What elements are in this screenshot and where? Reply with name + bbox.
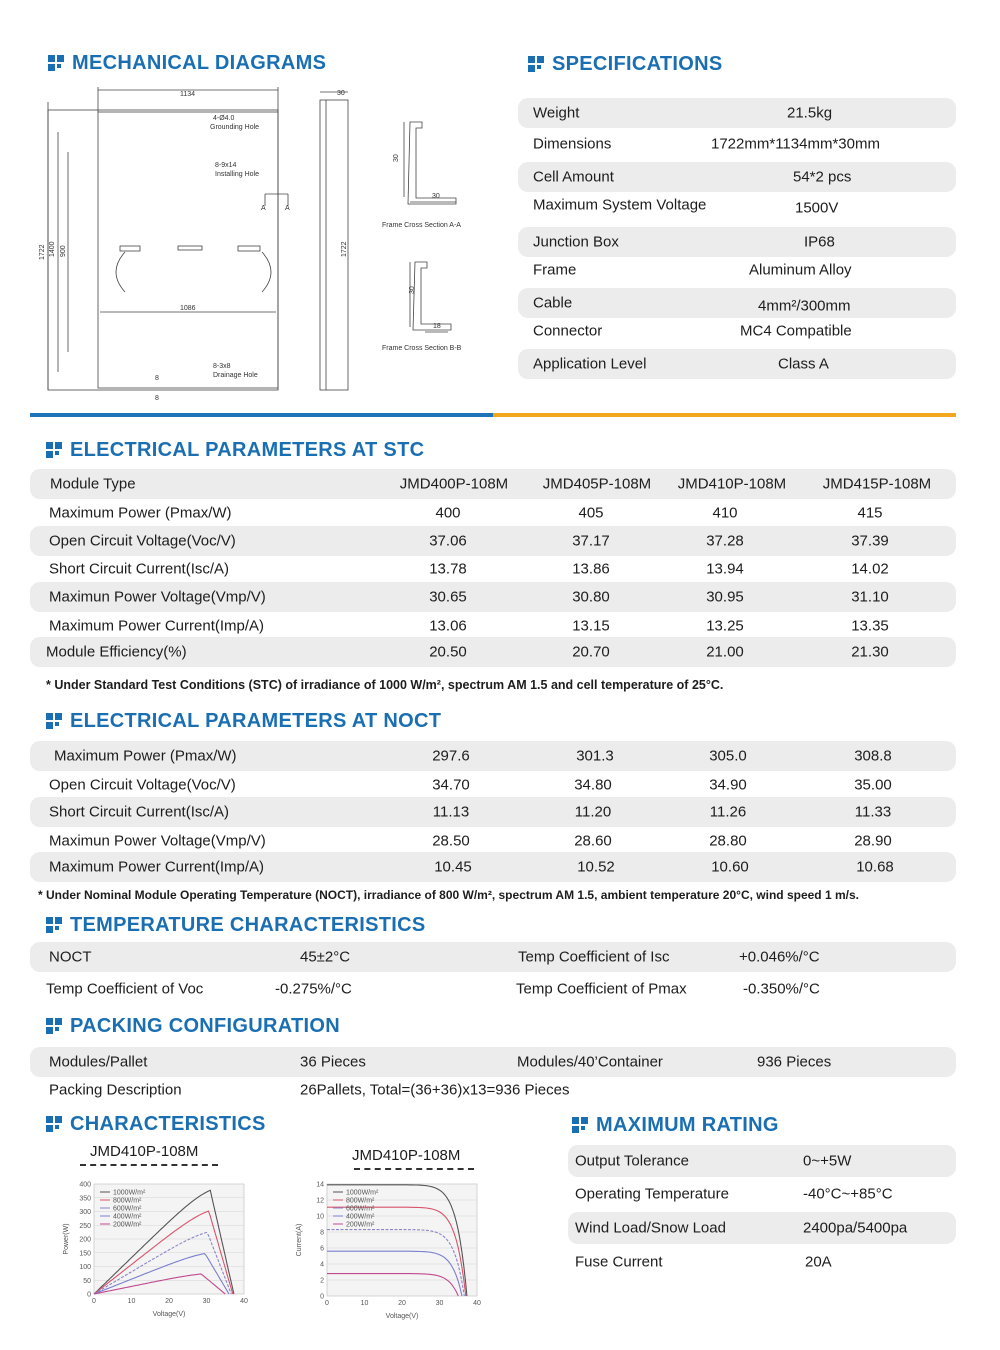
svg-text:8: 8 [155, 375, 159, 382]
spec-row: Frame Aluminum Alloy [533, 261, 852, 279]
y-tick-label: 50 [83, 1277, 91, 1285]
x-tick-label: 20 [398, 1300, 406, 1307]
legend-entry: 600W/m² [346, 1205, 375, 1213]
y-tick-label: 300 [79, 1209, 91, 1216]
svg-text:1134: 1134 [180, 91, 196, 98]
y-tick-label: 12 [316, 1197, 324, 1205]
svg-text:30: 30 [337, 90, 345, 97]
mechanical-drawing [30, 82, 500, 407]
power-voltage-chart [42, 1172, 262, 1322]
x-tick-label: 30 [202, 1298, 211, 1305]
legend-entry: 600W/m² [113, 1205, 142, 1213]
y-tick-label: 150 [79, 1250, 91, 1258]
spec-row: Connector MC4 Compatible [533, 322, 852, 340]
squares-icon [528, 56, 546, 74]
legend-entry: 800W/m² [113, 1197, 142, 1205]
y-tick-label: 8 [320, 1229, 324, 1237]
y-axis-label: Power(W) [63, 1223, 70, 1255]
y-tick-label: 14 [316, 1181, 324, 1189]
current-chart-title-rule [354, 1168, 474, 1170]
squares-icon [46, 917, 64, 935]
noct-heading: ELECTRICAL PARAMETERS AT NOCT [46, 710, 441, 733]
squares-icon [572, 1117, 590, 1135]
legend-entry: 1000W/m² [113, 1189, 146, 1197]
max-rating-row: Fuse Current 20A [575, 1253, 832, 1271]
noct-row: Short Circuit Current(Isc/A) 11.13 11.20 11.26 11.33 [30, 797, 956, 827]
legend-entry: 400W/m² [113, 1213, 142, 1221]
squares-icon [46, 1018, 64, 1036]
svg-text:1722: 1722 [39, 244, 46, 260]
y-tick-label: 400 [79, 1181, 91, 1189]
stc-row: Open Circuit Voltage(Voc/V) 37.06 37.17 37.28 37.39 [30, 526, 956, 556]
specifications-heading: SPECIFICATIONS [528, 53, 723, 76]
squares-icon [46, 713, 64, 731]
spec-row: Cell Amount 54*2 pcs [518, 162, 956, 192]
power-chart-title: JMD410P-108M [90, 1143, 199, 1160]
x-tick-label: 20 [165, 1298, 173, 1305]
stc-row: Maximum Power (Pmax/W) 400 405 410 415 [49, 504, 883, 522]
y-tick-label: 10 [316, 1213, 324, 1221]
x-tick-label: 30 [435, 1300, 444, 1307]
x-tick-label: 0 [92, 1298, 96, 1305]
y-tick-label: 100 [79, 1264, 91, 1271]
x-tick-label: 0 [325, 1300, 329, 1307]
x-tick-label: 10 [127, 1298, 136, 1305]
temp-row: NOCT 45±2°C Temp Coefficient of Isc +0.046%/°C [30, 942, 956, 972]
y-tick-label: 0 [87, 1291, 91, 1299]
y-tick-label: 200 [79, 1236, 91, 1244]
packing-row: Packing Description 26Pallets, Total=(36+36)x13=936 Pieces [49, 1081, 570, 1099]
svg-text:Drainage Hole: Drainage Hole [213, 372, 258, 379]
spec-row: Junction Box IP68 [518, 227, 956, 257]
spec-row: Weight 21.5kg [518, 98, 956, 128]
power-chart-title-rule [80, 1164, 218, 1166]
max-rating-row: Wind Load/Snow Load 2400pa/5400pa [568, 1212, 956, 1244]
svg-text:30: 30 [409, 286, 416, 294]
y-tick-label: 350 [79, 1195, 91, 1203]
y-tick-label: 250 [79, 1222, 91, 1230]
svg-text:Frame Cross Section B-B: Frame Cross Section B-B [382, 345, 462, 352]
x-axis-label: Voltage(V) [385, 1313, 419, 1320]
svg-text:A: A [285, 205, 290, 212]
svg-text:1400: 1400 [49, 241, 56, 257]
x-tick-label: 40 [240, 1298, 248, 1305]
legend-entry: 200W/m² [346, 1221, 375, 1229]
squares-icon [46, 1116, 64, 1134]
y-tick-label: 6 [320, 1245, 324, 1253]
noct-note: * Under Nominal Module Operating Temperature (NOCT), irradiance of 800 W/m², spectrum AM 1.5, ambient temperature 20°C, wind speed 1 m/s. [38, 888, 859, 902]
stc-note: * Under Standard Test Conditions (STC) of irradiance of 1000 W/m², spectrum AM 1.5 and cell temperature of 25°C. [46, 678, 724, 692]
max-rating-row: Output Tolerance 0~+5W [568, 1145, 956, 1177]
svg-text:1722: 1722 [341, 241, 348, 257]
x-tick-label: 10 [360, 1300, 369, 1307]
legend-entry: 400W/m² [346, 1213, 375, 1221]
noct-row: Maximun Power Voltage(Vmp/V) 28.50 28.60 28.80 28.90 [49, 832, 892, 850]
svg-text:8-3x8: 8-3x8 [213, 363, 231, 370]
svg-text:Installing Hole: Installing Hole [215, 171, 259, 178]
spec-row: Maximum System Voltage 1500V [533, 196, 839, 217]
spec-row: Application Level Class A [518, 349, 956, 379]
svg-text:18: 18 [433, 323, 441, 330]
cross-section-a [408, 122, 456, 204]
noct-row: Maximum Power Current(Imp/A) 10.45 10.52 10.60 10.68 [30, 852, 956, 882]
noct-row: Maximum Power (Pmax/W) 297.6 301.3 305.0 308.8 [30, 741, 956, 771]
packing-heading: PACKING CONFIGURATION [46, 1015, 340, 1038]
y-tick-label: 0 [320, 1293, 324, 1301]
stc-header-row: Module Type JMD400P-108M JMD405P-108M JMD410P-108M JMD415P-108M [30, 469, 956, 499]
stc-row: Short Circuit Current(Isc/A) 13.78 13.86 13.94 14.02 [49, 560, 889, 578]
packing-row: Modules/Pallet 36 Pieces Modules/40’Container 936 Pieces [30, 1047, 956, 1077]
characteristics-heading: CHARACTERISTICS [46, 1113, 266, 1136]
y-tick-label: 2 [320, 1277, 324, 1285]
x-tick-label: 40 [473, 1300, 481, 1307]
temp-row: Temp Coefficient of Voc -0.275%/°C Temp Coefficient of Pmax -0.350%/°C [46, 980, 820, 998]
mechanical-diagrams-heading: MECHANICAL DIAGRAMS [48, 52, 326, 75]
stc-heading: ELECTRICAL PARAMETERS AT STC [46, 439, 424, 462]
noct-row: Open Circuit Voltage(Voc/V) 34.70 34.80 34.90 35.00 [49, 776, 892, 794]
divider-orange [493, 413, 956, 417]
svg-text:1086: 1086 [180, 305, 196, 312]
svg-text:30: 30 [393, 154, 400, 162]
svg-text:Frame Cross Section A-A: Frame Cross Section A-A [382, 222, 461, 229]
spec-row: Cable 4mm²/300mm [518, 288, 956, 318]
cross-section-b [413, 262, 451, 330]
y-axis-label: Current(A) [296, 1223, 303, 1257]
svg-text:4-Ø4.0: 4-Ø4.0 [213, 115, 235, 122]
divider-blue [30, 413, 493, 417]
svg-text:Grounding Hole: Grounding Hole [210, 124, 260, 131]
maximum-rating-heading: MAXIMUM RATING [572, 1114, 779, 1137]
spec-row: Dimensions 1722mm*1134mm*30mm [533, 135, 880, 153]
svg-text:30: 30 [432, 193, 440, 200]
temperature-heading: TEMPERATURE CHARACTERISTICS [46, 914, 426, 937]
current-voltage-chart [295, 1174, 495, 1324]
stc-row: Module Efficiency(%) 20.50 20.70 21.00 21.30 [30, 637, 956, 667]
stc-row: Maximum Power Current(Imp/A) 13.06 13.15 13.25 13.35 [49, 617, 889, 635]
legend-entry: 200W/m² [113, 1221, 142, 1229]
y-tick-label: 4 [320, 1261, 324, 1269]
x-axis-label: Voltage(V) [152, 1311, 186, 1318]
svg-text:8: 8 [155, 395, 159, 402]
squares-icon [46, 442, 64, 460]
svg-text:8-9x14: 8-9x14 [215, 162, 237, 169]
max-rating-row: Operating Temperature -40°C~+85°C [575, 1185, 893, 1203]
svg-text:900: 900 [60, 245, 67, 257]
squares-icon [48, 55, 66, 73]
current-chart-title: JMD410P-108M [352, 1147, 461, 1164]
stc-row: Maximun Power Voltage(Vmp/V) 30.65 30.80 30.95 31.10 [30, 582, 956, 612]
legend-entry: 800W/m² [346, 1197, 375, 1205]
legend-entry: 1000W/m² [346, 1189, 379, 1197]
svg-text:A: A [261, 205, 266, 212]
